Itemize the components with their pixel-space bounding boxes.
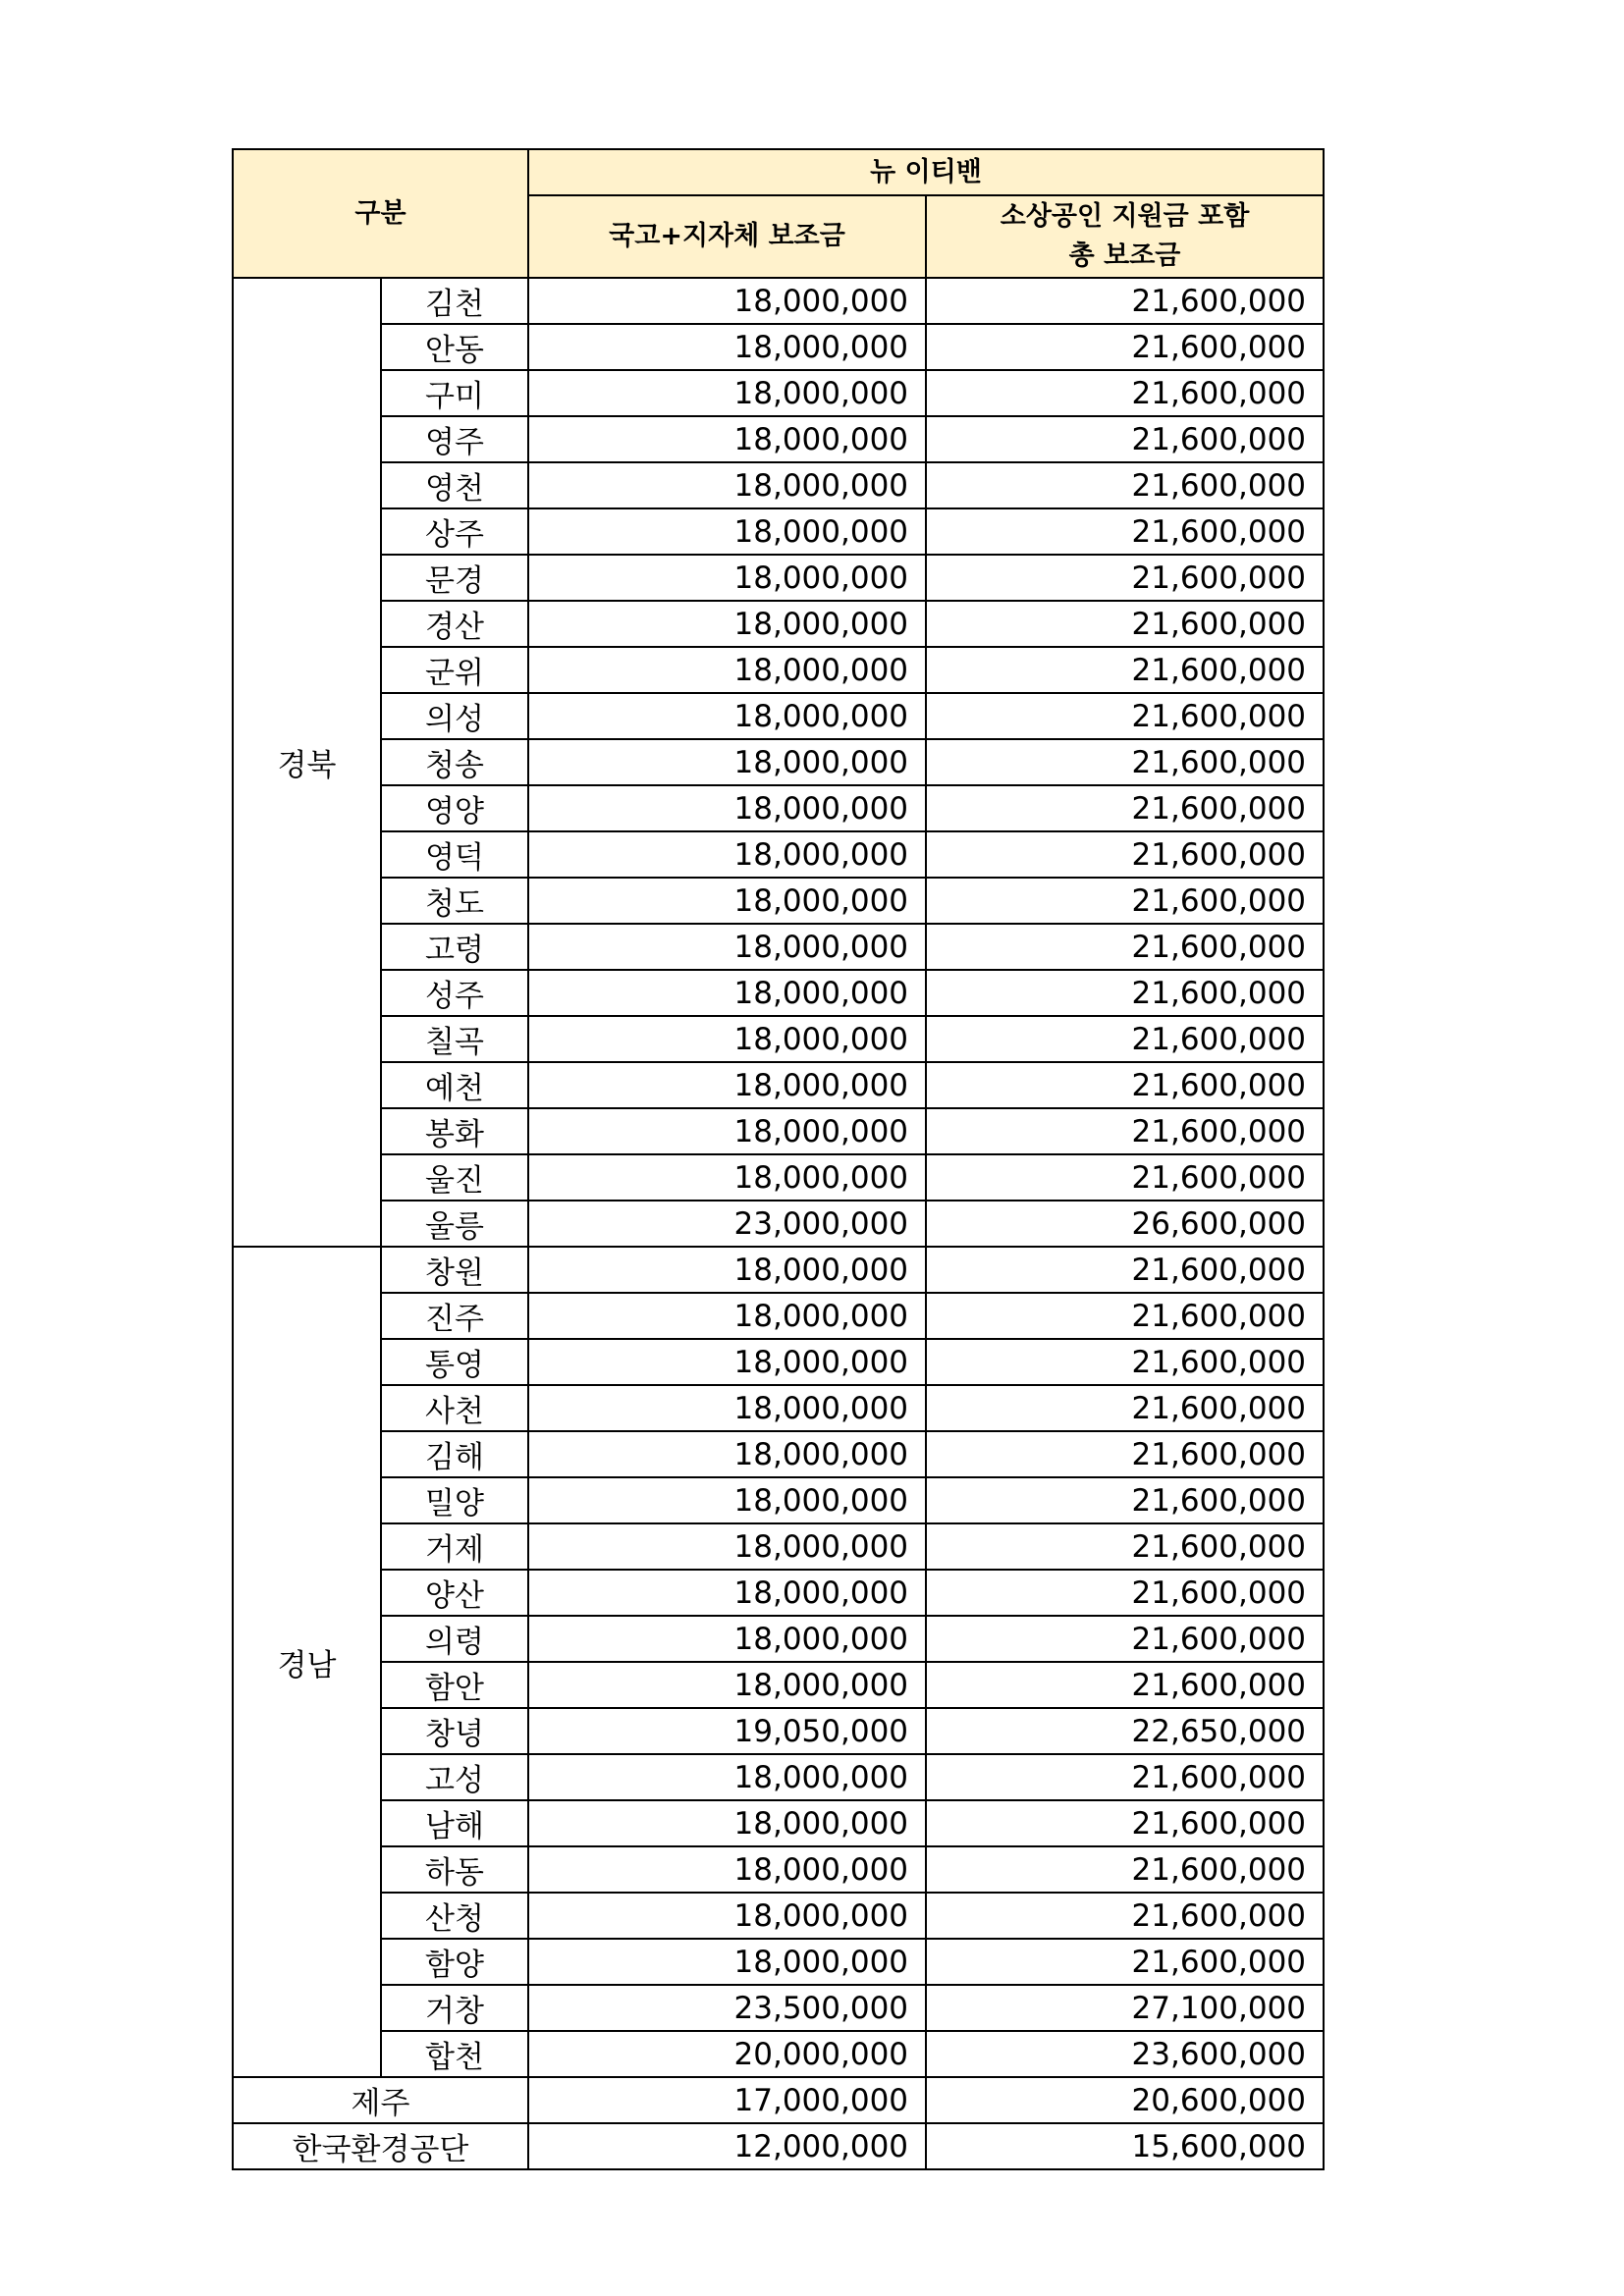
subsidy-cell: 18,000,000 <box>528 693 926 739</box>
subsidy-cell: 18,000,000 <box>528 462 926 508</box>
city-cell: 예천 <box>381 1062 528 1108</box>
table-row <box>233 1062 1324 1108</box>
city-cell: 영덕 <box>381 831 528 878</box>
total-subsidy-cell: 21,600,000 <box>926 739 1324 785</box>
header-group-title: 뉴 이티밴 <box>528 149 1324 195</box>
city-cell: 거제 <box>381 1523 528 1570</box>
total-subsidy-cell: 27,100,000 <box>926 1985 1324 2031</box>
city-cell: 울진 <box>381 1154 528 1201</box>
subsidy-cell: 18,000,000 <box>528 1339 926 1385</box>
region-cell: 제주 <box>233 2077 528 2123</box>
table-row <box>233 1201 1324 1247</box>
table-row <box>233 1616 1324 1662</box>
region-cell: 경남 <box>233 1247 381 2077</box>
table-row <box>233 1247 1324 1293</box>
total-subsidy-cell: 21,600,000 <box>926 1570 1324 1616</box>
table-header <box>233 149 1324 278</box>
table-row <box>233 1339 1324 1385</box>
total-subsidy-cell: 21,600,000 <box>926 1800 1324 1846</box>
city-cell: 경산 <box>381 601 528 647</box>
table-row <box>233 831 1324 878</box>
total-subsidy-cell: 21,600,000 <box>926 278 1324 324</box>
city-cell: 봉화 <box>381 1108 528 1154</box>
table-row <box>233 1662 1324 1708</box>
table-row <box>233 601 1324 647</box>
city-cell: 창녕 <box>381 1708 528 1754</box>
city-cell: 군위 <box>381 647 528 693</box>
subsidy-cell: 18,000,000 <box>528 1431 926 1477</box>
table-row <box>233 924 1324 970</box>
city-cell: 성주 <box>381 970 528 1016</box>
total-subsidy-cell: 21,600,000 <box>926 416 1324 462</box>
table-row <box>233 1016 1324 1062</box>
total-subsidy-cell: 21,600,000 <box>926 1616 1324 1662</box>
total-subsidy-cell: 15,600,000 <box>926 2123 1324 2169</box>
table-row <box>233 1293 1324 1339</box>
subsidy-cell: 18,000,000 <box>528 970 926 1016</box>
table-body <box>233 278 1324 2169</box>
table-row <box>233 1708 1324 1754</box>
total-subsidy-cell: 21,600,000 <box>926 1247 1324 1293</box>
table-row <box>233 1570 1324 1616</box>
city-cell: 영양 <box>381 785 528 831</box>
city-cell: 함양 <box>381 1939 528 1985</box>
total-subsidy-cell: 21,600,000 <box>926 1154 1324 1201</box>
total-subsidy-cell: 21,600,000 <box>926 1339 1324 1385</box>
total-subsidy-cell: 22,650,000 <box>926 1708 1324 1754</box>
city-cell: 칠곡 <box>381 1016 528 1062</box>
subsidy-cell: 18,000,000 <box>528 1154 926 1201</box>
subsidy-cell: 19,050,000 <box>528 1708 926 1754</box>
table-row <box>233 2123 1324 2169</box>
table-row <box>233 462 1324 508</box>
total-subsidy-cell: 21,600,000 <box>926 1754 1324 1800</box>
subsidy-cell: 17,000,000 <box>528 2077 926 2123</box>
city-cell: 밀양 <box>381 1477 528 1523</box>
total-subsidy-cell: 21,600,000 <box>926 785 1324 831</box>
table-row <box>233 1108 1324 1154</box>
subsidy-cell: 18,000,000 <box>528 831 926 878</box>
city-cell: 산청 <box>381 1893 528 1939</box>
table-row <box>233 416 1324 462</box>
total-subsidy-cell: 21,600,000 <box>926 508 1324 555</box>
subsidy-cell: 18,000,000 <box>528 601 926 647</box>
total-subsidy-cell: 21,600,000 <box>926 1662 1324 1708</box>
subsidy-cell: 23,500,000 <box>528 1985 926 2031</box>
subsidy-cell: 18,000,000 <box>528 555 926 601</box>
total-subsidy-cell: 21,600,000 <box>926 1293 1324 1339</box>
subsidy-cell: 18,000,000 <box>528 1570 926 1616</box>
table-row <box>233 1893 1324 1939</box>
city-cell: 상주 <box>381 508 528 555</box>
total-subsidy-cell: 21,600,000 <box>926 1939 1324 1985</box>
city-cell: 김천 <box>381 278 528 324</box>
table-row <box>233 647 1324 693</box>
total-subsidy-cell: 20,600,000 <box>926 2077 1324 2123</box>
table-row <box>233 1800 1324 1846</box>
total-subsidy-cell: 21,600,000 <box>926 924 1324 970</box>
subsidy-cell: 18,000,000 <box>528 1939 926 1985</box>
header-total-line1: 소상공인 지원금 포함 <box>1000 201 1250 232</box>
total-subsidy-cell: 21,600,000 <box>926 1893 1324 1939</box>
header-total-line2: 총 보조금 <box>1068 240 1181 271</box>
subsidy-cell: 18,000,000 <box>528 924 926 970</box>
subsidy-cell: 18,000,000 <box>528 1523 926 1570</box>
table-row <box>233 1846 1324 1893</box>
city-cell: 청송 <box>381 739 528 785</box>
table-row <box>233 1523 1324 1570</box>
city-cell: 영주 <box>381 416 528 462</box>
total-subsidy-cell: 21,600,000 <box>926 1431 1324 1477</box>
total-subsidy-cell: 21,600,000 <box>926 555 1324 601</box>
city-cell: 합천 <box>381 2031 528 2077</box>
subsidy-cell: 18,000,000 <box>528 1062 926 1108</box>
table-row <box>233 785 1324 831</box>
subsidy-cell: 18,000,000 <box>528 1247 926 1293</box>
subsidy-cell: 18,000,000 <box>528 508 926 555</box>
city-cell: 창원 <box>381 1247 528 1293</box>
city-cell: 양산 <box>381 1570 528 1616</box>
total-subsidy-cell: 26,600,000 <box>926 1201 1324 1247</box>
total-subsidy-cell: 21,600,000 <box>926 462 1324 508</box>
table-row <box>233 2031 1324 2077</box>
city-cell: 의령 <box>381 1616 528 1662</box>
total-subsidy-cell: 21,600,000 <box>926 324 1324 370</box>
subsidy-cell: 18,000,000 <box>528 370 926 416</box>
city-cell: 의성 <box>381 693 528 739</box>
city-cell: 거창 <box>381 1985 528 2031</box>
region-cell: 경북 <box>233 278 381 1247</box>
total-subsidy-cell: 21,600,000 <box>926 1062 1324 1108</box>
subsidy-cell: 18,000,000 <box>528 1662 926 1708</box>
subsidy-cell: 18,000,000 <box>528 278 926 324</box>
subsidy-table <box>232 148 1325 2170</box>
total-subsidy-cell: 21,600,000 <box>926 693 1324 739</box>
total-subsidy-cell: 23,600,000 <box>926 2031 1324 2077</box>
city-cell: 진주 <box>381 1293 528 1339</box>
table-row <box>233 1985 1324 2031</box>
subsidy-cell: 18,000,000 <box>528 878 926 924</box>
city-cell: 고성 <box>381 1754 528 1800</box>
table-row <box>233 739 1324 785</box>
table-row <box>233 1154 1324 1201</box>
city-cell: 하동 <box>381 1846 528 1893</box>
subsidy-cell: 18,000,000 <box>528 1846 926 1893</box>
table-row <box>233 555 1324 601</box>
table-row <box>233 1431 1324 1477</box>
table-row <box>233 1754 1324 1800</box>
subsidy-cell: 18,000,000 <box>528 1800 926 1846</box>
table-row <box>233 970 1324 1016</box>
subsidy-cell: 18,000,000 <box>528 1385 926 1431</box>
total-subsidy-cell: 21,600,000 <box>926 878 1324 924</box>
table-row <box>233 508 1324 555</box>
subsidy-cell: 23,000,000 <box>528 1201 926 1247</box>
table-row <box>233 1477 1324 1523</box>
header-national-local-subsidy: 국고+지자체 보조금 <box>528 195 926 278</box>
subsidy-cell: 18,000,000 <box>528 1477 926 1523</box>
table-row <box>233 1385 1324 1431</box>
region-cell: 한국환경공단 <box>233 2123 528 2169</box>
total-subsidy-cell: 21,600,000 <box>926 831 1324 878</box>
city-cell: 청도 <box>381 878 528 924</box>
city-cell: 남해 <box>381 1800 528 1846</box>
header-total-subsidy <box>926 195 1324 278</box>
total-subsidy-cell: 21,600,000 <box>926 1523 1324 1570</box>
subsidy-cell: 18,000,000 <box>528 647 926 693</box>
city-cell: 구미 <box>381 370 528 416</box>
city-cell: 문경 <box>381 555 528 601</box>
subsidy-cell: 20,000,000 <box>528 2031 926 2077</box>
city-cell: 안동 <box>381 324 528 370</box>
total-subsidy-cell: 21,600,000 <box>926 601 1324 647</box>
table-row <box>233 370 1324 416</box>
subsidy-cell: 18,000,000 <box>528 785 926 831</box>
subsidy-cell: 18,000,000 <box>528 416 926 462</box>
total-subsidy-cell: 21,600,000 <box>926 647 1324 693</box>
subsidy-cell: 18,000,000 <box>528 1016 926 1062</box>
city-cell: 김해 <box>381 1431 528 1477</box>
total-subsidy-cell: 21,600,000 <box>926 1016 1324 1062</box>
header-category: 구분 <box>233 149 528 278</box>
subsidy-cell: 18,000,000 <box>528 1754 926 1800</box>
city-cell: 울릉 <box>381 1201 528 1247</box>
subsidy-cell: 18,000,000 <box>528 1616 926 1662</box>
city-cell: 통영 <box>381 1339 528 1385</box>
table-row <box>233 1939 1324 1985</box>
table-row <box>233 278 1324 324</box>
subsidy-cell: 18,000,000 <box>528 1893 926 1939</box>
subsidy-cell: 18,000,000 <box>528 1293 926 1339</box>
subsidy-cell: 18,000,000 <box>528 324 926 370</box>
total-subsidy-cell: 21,600,000 <box>926 1108 1324 1154</box>
city-cell: 영천 <box>381 462 528 508</box>
total-subsidy-cell: 21,600,000 <box>926 1846 1324 1893</box>
city-cell: 사천 <box>381 1385 528 1431</box>
table-row <box>233 693 1324 739</box>
subsidy-cell: 12,000,000 <box>528 2123 926 2169</box>
table-row <box>233 324 1324 370</box>
table-row <box>233 2077 1324 2123</box>
total-subsidy-cell: 21,600,000 <box>926 1385 1324 1431</box>
total-subsidy-cell: 21,600,000 <box>926 970 1324 1016</box>
subsidy-cell: 18,000,000 <box>528 739 926 785</box>
table-row <box>233 878 1324 924</box>
city-cell: 함안 <box>381 1662 528 1708</box>
total-subsidy-cell: 21,600,000 <box>926 370 1324 416</box>
subsidy-cell: 18,000,000 <box>528 1108 926 1154</box>
city-cell: 고령 <box>381 924 528 970</box>
total-subsidy-cell: 21,600,000 <box>926 1477 1324 1523</box>
